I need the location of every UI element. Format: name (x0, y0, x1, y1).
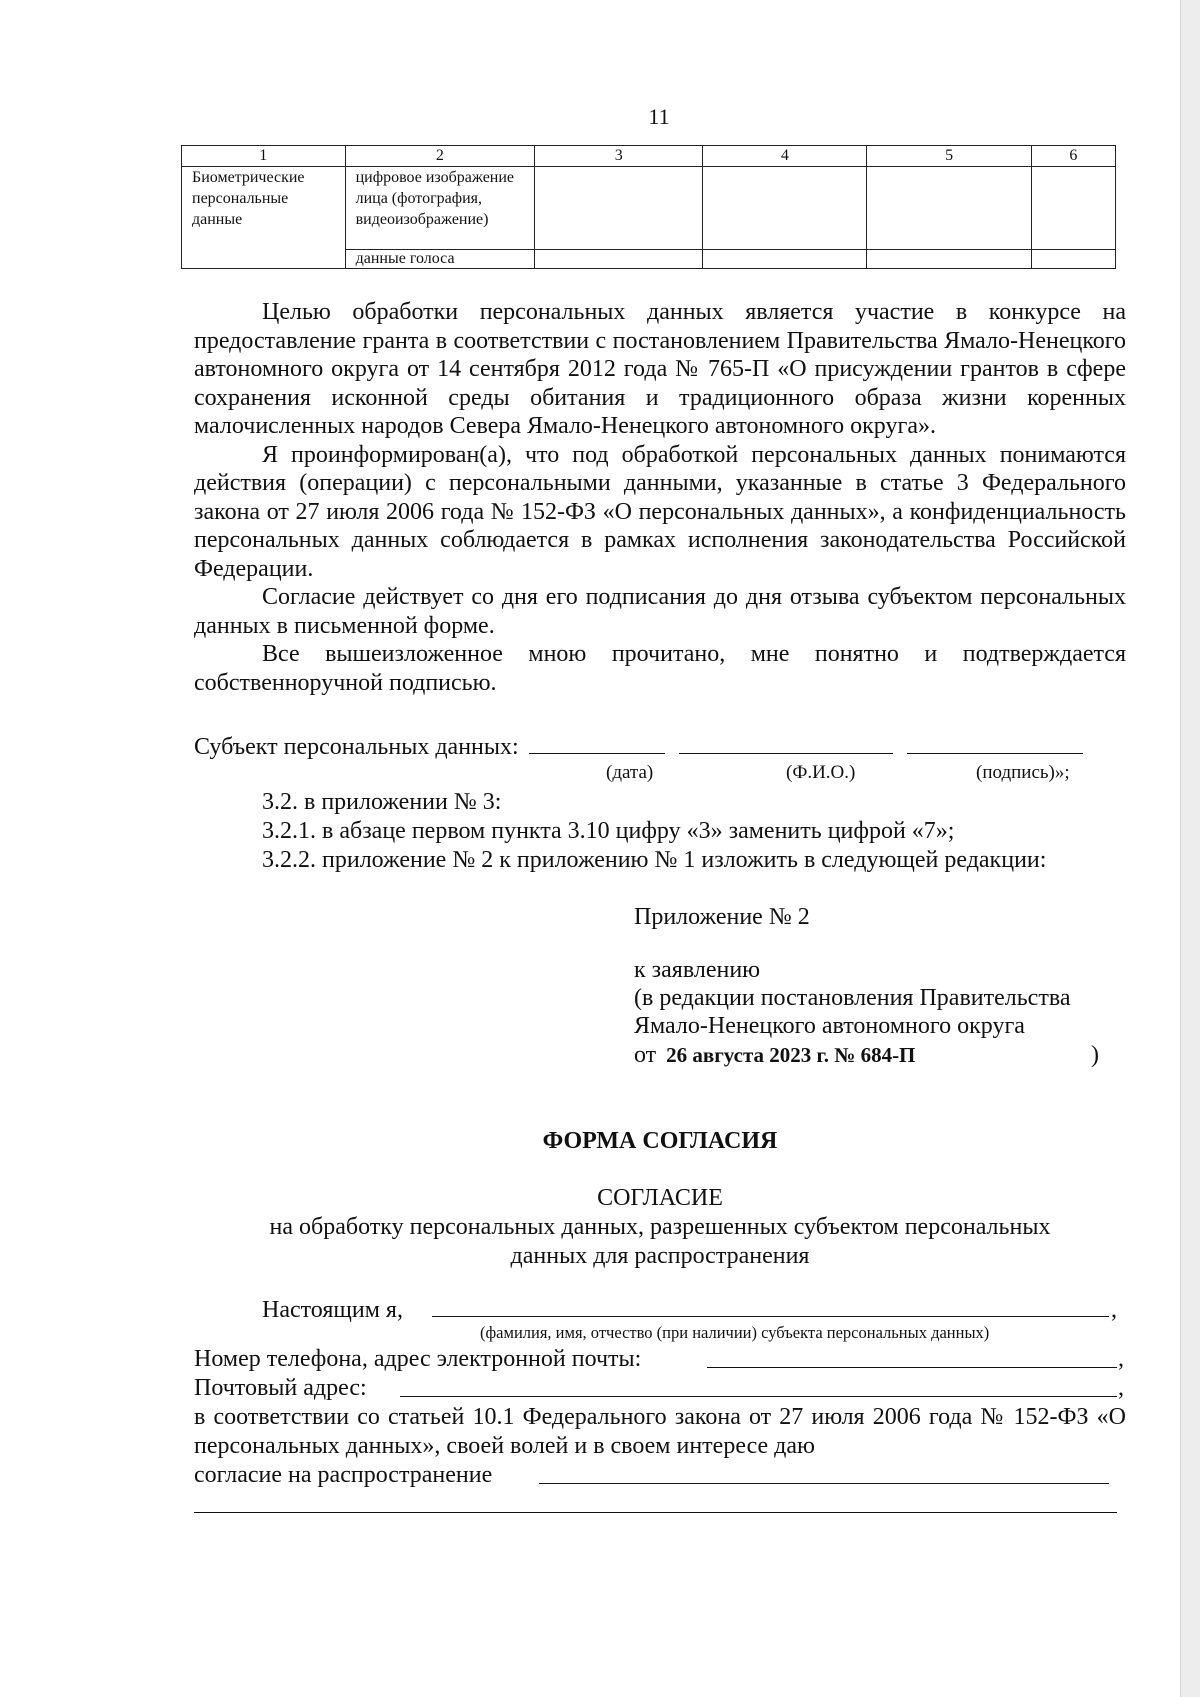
comma: , (1118, 1346, 1124, 1372)
comma: , (1111, 1297, 1117, 1323)
form-heading: ФОРМА СОГЛАСИЯ (542, 1128, 778, 1154)
consent-to-blank[interactable] (539, 1483, 1109, 1484)
table-cell-empty (535, 167, 703, 250)
amendment-3-2-1: 3.2.1. в абзаце первом пункта 3.10 цифру «3» заменить цифрой «7»; (262, 818, 955, 844)
table-cell-item: данные голоса (345, 250, 535, 269)
personal-data-table (181, 145, 1116, 269)
amendment-3-2-2: 3.2.2. приложение № 2 к приложению № 1 изложить в следующей редакции: (262, 847, 1047, 873)
body-text (194, 298, 1126, 697)
signature-line (194, 731, 1083, 761)
signature-label: Субъект персональных данных: (194, 734, 519, 760)
table-cell-empty (1031, 167, 1115, 250)
amendment-3-2-2-block (194, 846, 1126, 875)
consent-to-label: согласие на распространение (194, 1462, 493, 1488)
paragraph-validity: Согласие действует со дня его подписания до дня отзыва субъектом персональных данных в письменной форме. (194, 584, 1126, 639)
table-row (182, 167, 1116, 250)
table-header-cell: 4 (703, 146, 867, 167)
paragraph-purpose: Целью обработки персональных данных является участие в конкурсе на предоставление гранта в соответствии с постановлением Правительства Ямало-Ненецкого автономного округа от 14 сентября 2012 года № 765-П «О присуждении грантов в сфере сохранения исконной среды обитания и традиционного образа жизни коренных малочисленных народов Севера Ямало-Ненецкого автономного округа». (194, 299, 1126, 439)
signature-blank[interactable] (907, 731, 1083, 754)
paragraph-confirm: Все вышеизложенное мною прочитано, мне понятно и подтверждается собственноручной подписью. (194, 641, 1126, 696)
table-cell-empty (703, 167, 867, 250)
table-header-cell: 3 (535, 146, 703, 167)
table-cell-empty (535, 250, 703, 269)
accordance-text: в соответствии со статьей 10.1 Федерального закона от 27 июля 2006 года № 152-ФЗ «О персональных данных», своей волей и в своем интересе даю (194, 1404, 1126, 1459)
table-cell-empty (867, 250, 1031, 269)
form-title: СОГЛАСИЕ (597, 1185, 723, 1211)
table-header-cell: 1 (182, 146, 346, 167)
name-caption: (Ф.И.О.) (786, 762, 856, 783)
postal-address-blank[interactable] (400, 1396, 1117, 1397)
page-edge (1180, 0, 1200, 1697)
herewith-label: Настоящим я, (262, 1297, 403, 1323)
page-number: 11 (648, 104, 670, 129)
date-blank[interactable] (529, 731, 665, 754)
full-name-blank[interactable] (432, 1316, 1109, 1317)
form-subtitle-2: данных для распространения (510, 1243, 810, 1269)
table-cell-empty (867, 167, 1031, 250)
full-name-caption: (фамилия, имя, отчество (при наличии) субъекта персональных данных) (480, 1323, 990, 1342)
annex-date: 26 августа 2023 г. № 684-П (666, 1043, 916, 1067)
annex-line-2: (в редакции постановления Правительства (634, 985, 1071, 1011)
annex-line-3: Ямало-Ненецкого автономного округа (634, 1013, 1025, 1039)
accordance-block (194, 1403, 1126, 1460)
annex-title: Приложение № 2 (634, 904, 810, 930)
table-header-cell: 2 (345, 146, 535, 167)
annex-date-line (634, 1041, 915, 1069)
paragraph-informed: Я проинформирован(а), что под обработкой персональных данных понимаются действия (операции) с персональными данными, указанные в статье 3 Федерального закона от 27 июля 2006 года № 152-ФЗ «О персональных данных», а конфиденциальность персональных данных соблюдается в рамках исполнения законодательства Российской Федерации. (194, 441, 1126, 582)
annex-line-1: к заявлению (634, 957, 761, 983)
postal-address-label: Почтовый адрес: (194, 1375, 367, 1401)
table-cell-empty (1031, 250, 1115, 269)
name-blank[interactable] (679, 731, 893, 754)
table-cell-item: цифровое изображение лица (фотография, видеоизображение) (345, 167, 535, 250)
table-header-cell: 6 (1031, 146, 1115, 167)
table-header-row (182, 146, 1116, 167)
annex-close-paren: ) (1091, 1042, 1099, 1068)
table-cell-category: Биометрические персональные данные (182, 167, 346, 269)
form-subtitle-1: на обработку персональных данных, разрешенных субъектом персональных (269, 1214, 1051, 1240)
phone-email-label: Номер телефона, адрес электронной почты: (194, 1346, 642, 1372)
amendment-3-2: 3.2. в приложении № 3: (262, 789, 502, 815)
phone-email-blank[interactable] (707, 1367, 1117, 1368)
sign-caption: (подпись)»; (976, 762, 1070, 783)
date-caption: (дата) (606, 762, 654, 783)
table-header-cell: 5 (867, 146, 1031, 167)
consent-to-blank-2[interactable] (194, 1512, 1117, 1513)
comma: , (1118, 1375, 1124, 1401)
table-cell-empty (703, 250, 867, 269)
annex-from: от (634, 1042, 657, 1068)
